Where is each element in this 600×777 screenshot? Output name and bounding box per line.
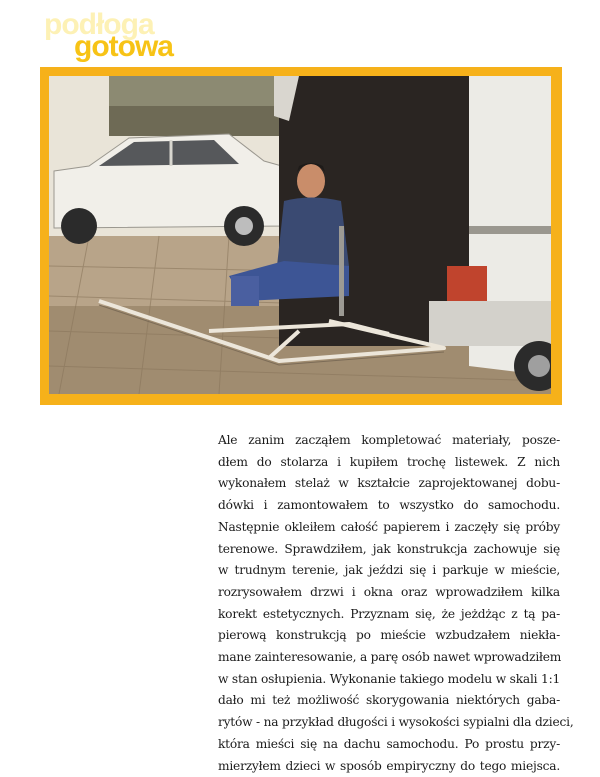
article-line: dało mi też możliwość skorygowania niektórych gaba- bbox=[218, 693, 560, 708]
article-line: Następnie okleiłem całość papierem i zaczęły się próby bbox=[218, 519, 560, 534]
article-line: w stan osłupienia. Wykonanie takiego modelu w skali 1:1 bbox=[218, 671, 561, 686]
article-line: Ale zanim zacząłem kompletować materiały, posze- bbox=[218, 433, 560, 447]
section-header bbox=[44, 10, 173, 62]
article-line: korekt estetycznych. Przyznam się, że jeżdżąc z tą pa- bbox=[218, 606, 560, 621]
section-header-line1: podłoga bbox=[44, 8, 154, 41]
article-line: pierową konstrukcją po mieście wzbudzałem niekła- bbox=[218, 628, 560, 643]
photo-illustration bbox=[49, 76, 551, 394]
article-line: dłem do stolarza i kupiłem trochę listewek. Z nich bbox=[218, 454, 560, 469]
article-line: wykonałem stelaż w kształcie zaprojektowanej dobu- bbox=[218, 476, 560, 491]
article-line: w trudnym terenie, jak jeździ się i parkuje w mieście, bbox=[218, 563, 560, 578]
article-line: mierzyłem dzieci w sposób empiryczny do tego miejsca. bbox=[218, 758, 560, 773]
article-line: rozrysowałem drzwi i okna oraz wprowadziłem kilka bbox=[218, 584, 560, 599]
article-text bbox=[218, 430, 574, 777]
article-line: mane zainteresowanie, a parę osób nawet wprowadziłem bbox=[218, 650, 562, 665]
section-header-line2: gotowa bbox=[74, 30, 173, 63]
article-line: dówki i zamontowałem to wszystko do samochodu. bbox=[218, 498, 560, 513]
article-line: która mieści się na dachu samochodu. Po prostu przy- bbox=[218, 736, 560, 751]
article-line: rytów - na przykład długości i wysokości sypialni dla dzieci, bbox=[218, 715, 574, 730]
photo-frame bbox=[40, 67, 562, 405]
photo bbox=[49, 76, 551, 394]
article-line: terenowe. Sprawdziłem, jak konstrukcja zachowuje się bbox=[218, 541, 560, 556]
